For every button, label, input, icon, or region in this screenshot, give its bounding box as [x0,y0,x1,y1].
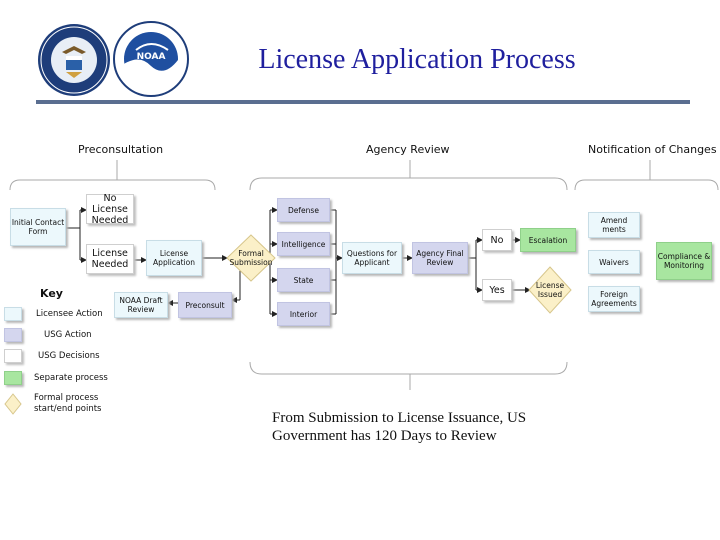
no-license-needed: No License Needed [86,194,134,224]
foreign-agreements: Foreign Agreements [588,286,640,312]
agency-final-review: Agency Final Review [412,242,468,274]
decision-no: No [482,229,512,251]
key-label-separate: Separate process [34,373,108,383]
noaa-logo-text: NOAA [136,52,166,62]
key-label-usg-decision: USG Decisions [38,351,100,361]
noaa-draft-review: NOAA Draft Review [114,292,168,318]
header-preconsultation: Preconsultation [78,143,164,156]
defense: Defense [277,198,330,222]
header-agency-review: Agency Review [366,143,450,156]
license-issued-diamond [528,266,572,314]
license-needed: License Needed [86,244,134,274]
key-swatch-usg-action [4,328,22,342]
escalation: Escalation [520,228,576,252]
key-label-licensee: Licensee Action [36,309,103,319]
key-swatch-licensee [4,307,22,321]
license-issued-label: License Issued [535,281,565,299]
interior: Interior [277,302,330,326]
key-swatch-usg-decision [4,349,22,363]
header-notification: Notification of Changes [588,143,717,156]
key-label-formal: Formal process start/end points [34,393,102,414]
state: State [277,268,330,292]
key-swatch-separate [4,371,22,385]
key-title: Key [40,287,63,300]
preconsult: Preconsult [178,292,232,318]
amendments: Amend ments [588,212,640,238]
questions-for-applicant: Questions for Applicant [342,242,402,274]
intelligence: Intelligence [277,232,330,256]
license-application: License Application [146,240,202,276]
page-title: License Application Process [258,44,576,75]
decision-yes: Yes [482,279,512,301]
initial-contact-form: Initial Contact Form [10,208,66,246]
key-label-usg-action: USG Action [44,330,92,340]
formal-submission-diamond [226,234,276,282]
key-swatch-formal [4,393,22,415]
waivers: Waivers [588,250,640,274]
review-period-note: From Submission to License Issuance, US Government has 120 Days to Review [272,410,527,444]
formal-submission-label: Formal Submission [229,249,273,267]
compliance-monitoring: Compliance & Monitoring [656,242,712,280]
